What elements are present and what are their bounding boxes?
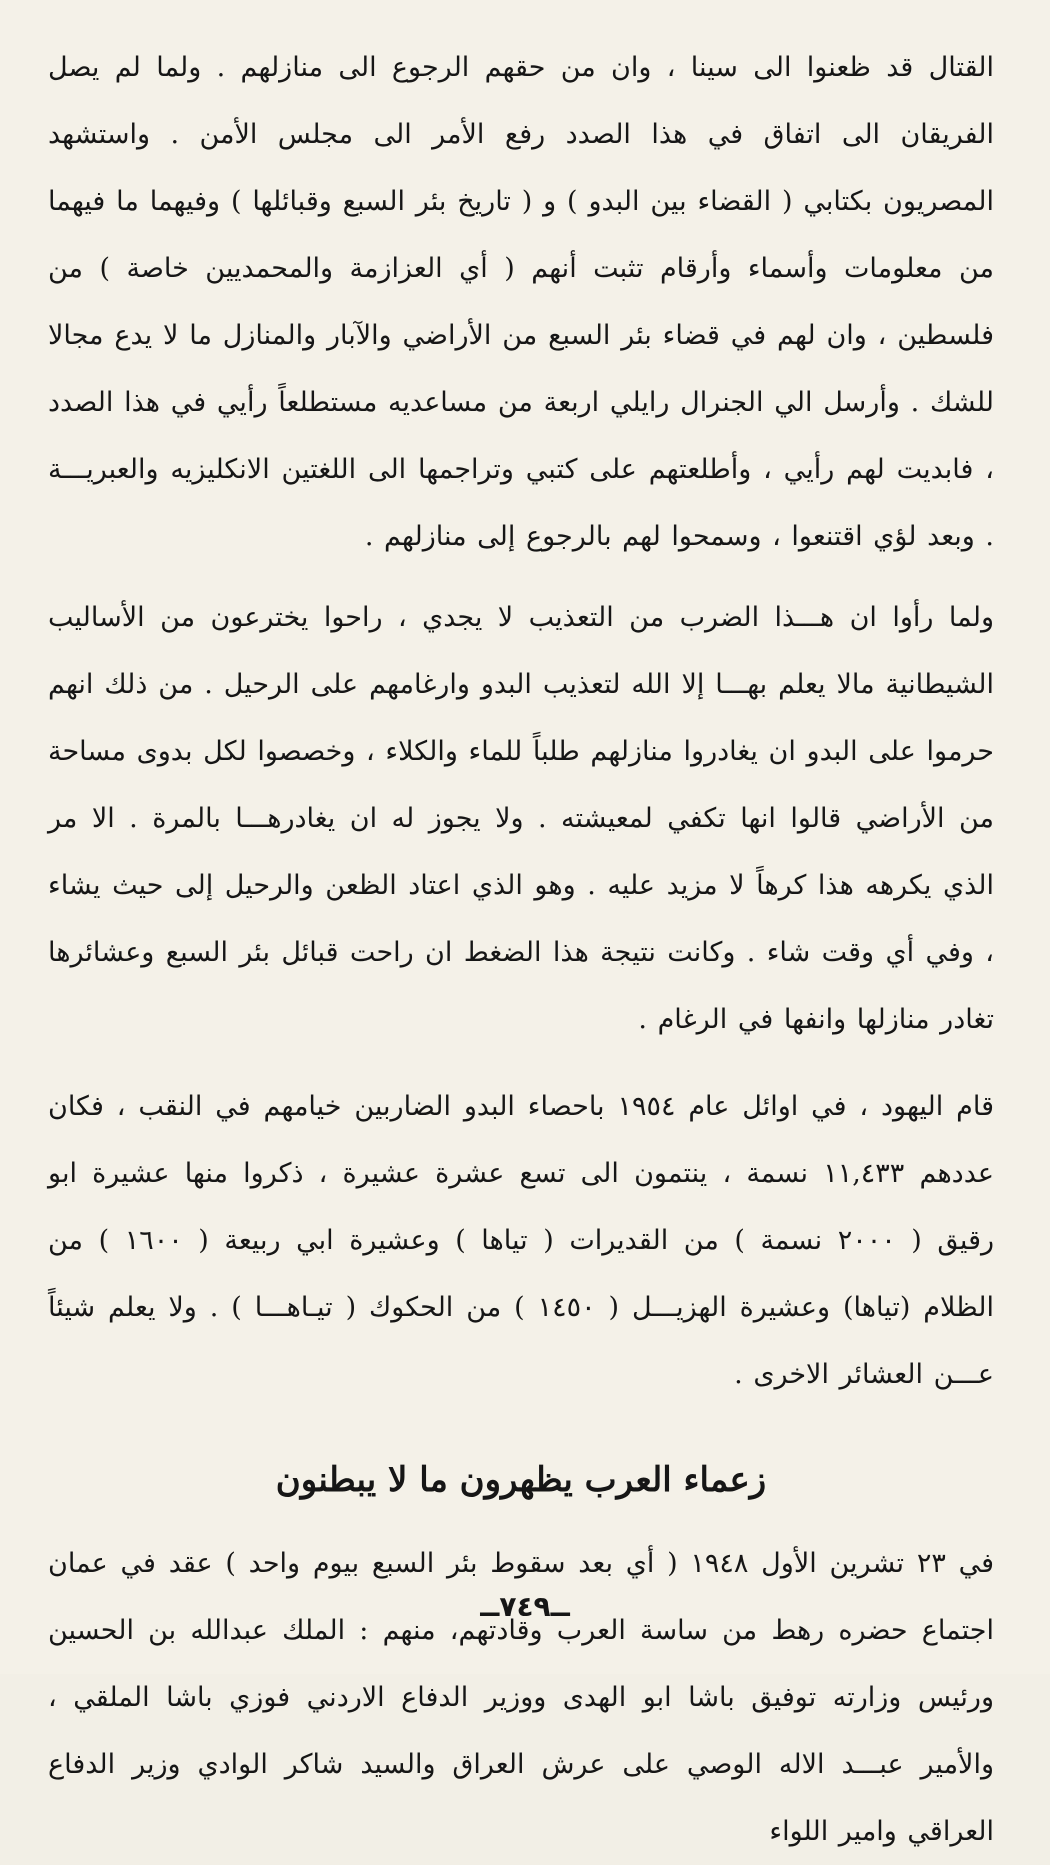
paragraph-1: القتال قد ظعنوا الى سينا ، وان من حقهم الرجوع الى منازلهم . ولما لم يصل الفريقان الى اتفاق في هذا الصدد رفع الأمر الى مجلس الأمن . واستشهد المصريون بكتابي ( القضاء بين البدو ) و ( تاريخ بئر السبع وقبائلها ) وفيهما ما فيهما من معلومات وأسماء وأرقام تثبت أنهم ( أي العزازمة والمحمديين خاصة ) من فلسطين ، وان لهم في قضاء بئر السبع من الأراضي والآبار والمنازل ما لا يدع مجالا للشك . وأرسل الي الجنرال رايلي اربعة من مساعديه مستطلعاً رأيي في هذا الصدد ، فابديت لهم رأيي ، وأطلعتهم على كتبي وتراجمها الى اللغتين الانكليزيه والعبريـــة . وبعد لؤي اقتنعوا ، وسمحوا لهم بالرجوع إلى منازلهم . <box>48 52 994 552</box>
paragraph-4: في ٢٣ تشرين الأول ١٩٤٨ ( أي بعد سقوط بئر السبع بيوم واحد ) عقد في عمان اجتماع حضره رهط من ساسة العرب وقادتهم، منهم : الملك عبدالله بن الحسين ورئيس وزارته توفيق باشا ابو الهدى ووزير الدفاع الاردني فوزي باشا الملقي ، والأمير عبـــد الاله الوصي على عرش العراق والسيد شاكر الوادي وزير الدفاع العراقي وامير اللواء <box>48 1548 994 1847</box>
paragraph-2: ولما رأوا ان هـــذا الضرب من التعذيب لا يجدي ، راحوا يخترعون من الأساليب الشيطانية مالا يعلم بهـــا إلا الله لتعذيب البدو وارغامهم على الرحيل . من ذلك انهم حرموا على البدو ان يغادروا منازلهم طلباً للماء والكلاء ، وخصصوا لكل بدوى مساحة من الأراضي قالوا انها تكفي لمعيشته . ولا يجوز له ان يغادرهـــا بالمرة . الا مر الذي يكرهه هذا كرهاً لا مزيد عليه . وهو الذي اعتاد الظعن والرحيل إلى حيث يشاء ، وفي أي وقت شاء . وكانت نتيجة هذا الضغط ان راحت قبائل بئر السبع وعشائرها تغادر منازلها وانفها في الرغام . <box>48 602 994 1035</box>
paragraph-3: قام اليهود ، في اوائل عام ١٩٥٤ باحصاء البدو الضاربين خيامهم في النقب ، فكان عددهم ١١,٤٣٣ نسمة ، ينتمون الى تسع عشرة عشيرة ، ذكروا منها عشيرة ابو رقيق ( ٢٠٠٠ نسمة ) من القديرات ( تياها ) وعشيرة ابي ربيعة ( ١٦٠٠ ) من الظلام (تياها) وعشيرة الهزيـــل ( ١٤٥٠ ) من الحكوك ( تيـاهـــا ) . ولا يعلم شيئاً عـــن العشائر الاخرى . <box>48 1091 995 1390</box>
section-heading: زعماء العرب يظهرون ما لا يبطنون <box>275 1460 767 1500</box>
page-number: ــ٧٤٩ــ <box>480 1590 570 1623</box>
